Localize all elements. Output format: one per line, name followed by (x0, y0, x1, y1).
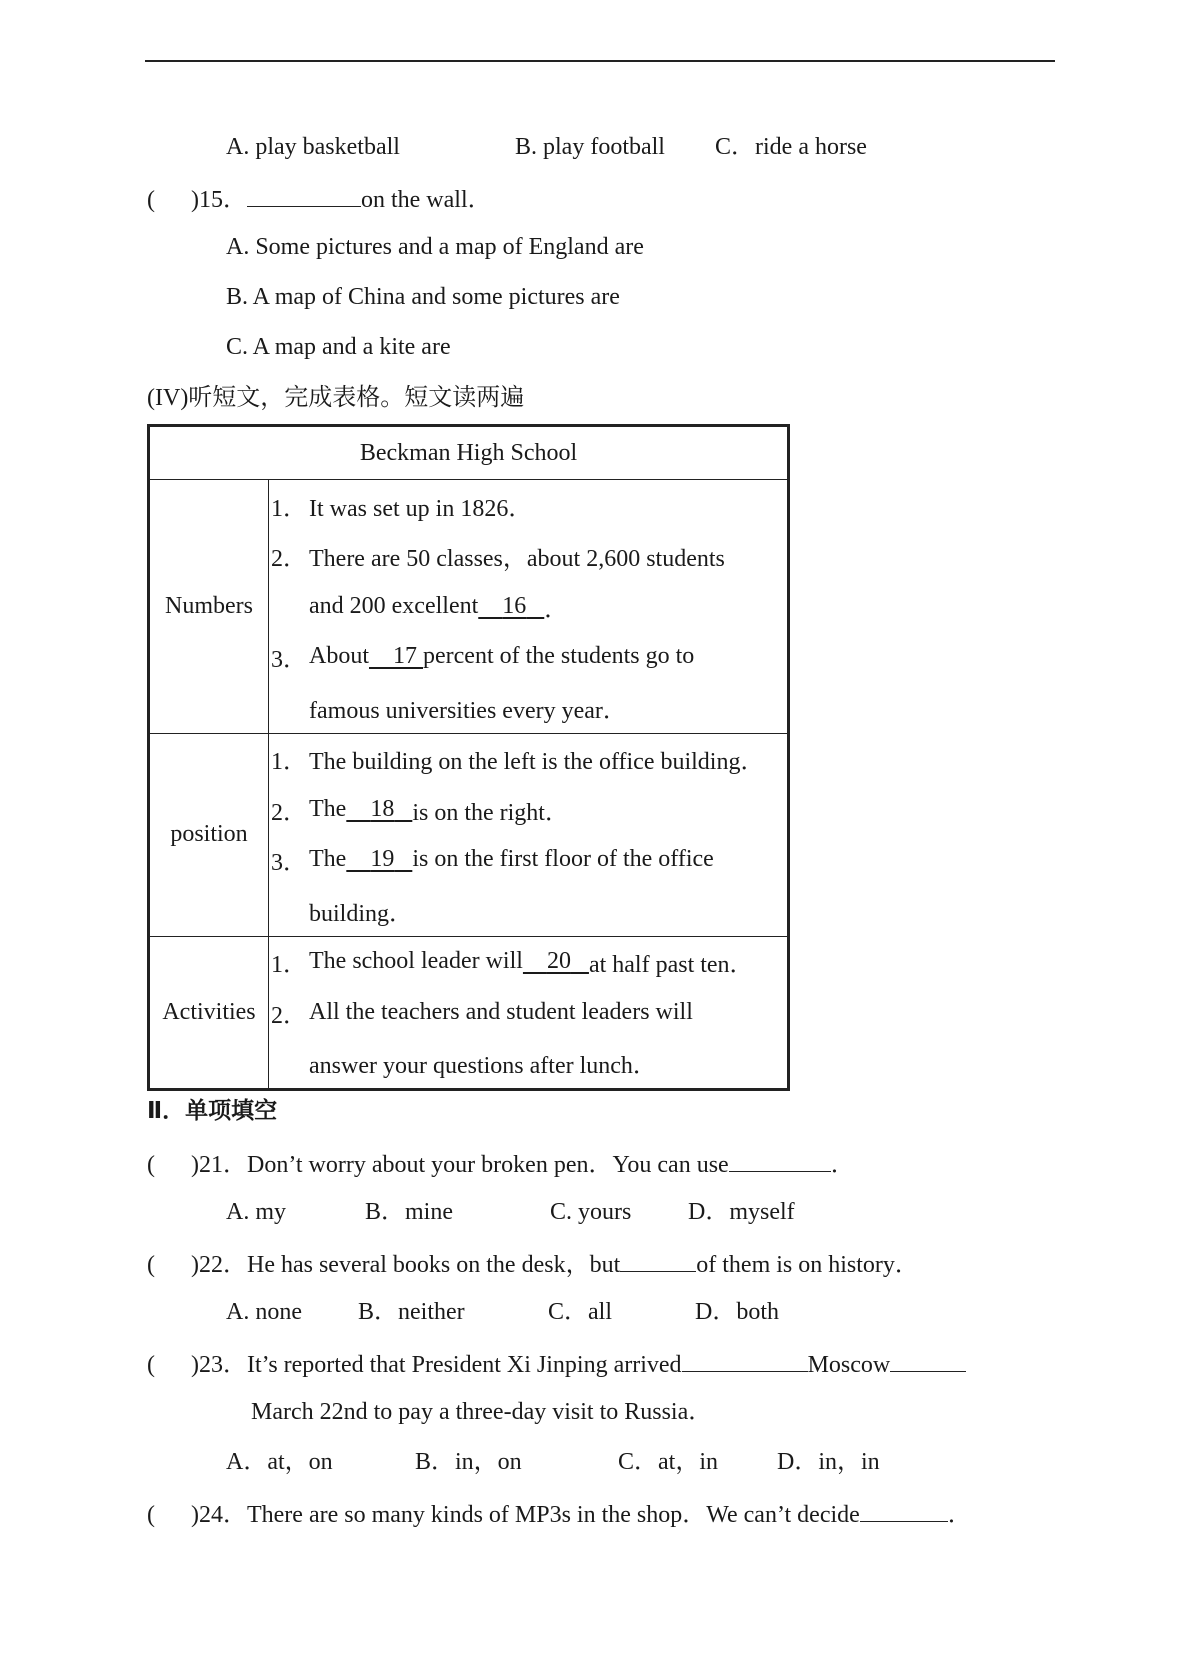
q23-option-d: D．in，in (777, 1449, 880, 1475)
row-label-numbers: Numbers (149, 480, 269, 734)
q22-option-b: B．neither (358, 1299, 465, 1325)
q15-option-b: B. A map of China and some pictures are (226, 284, 620, 310)
position-item-2: 2． The 18 is on the right． (271, 795, 569, 826)
position-item-1: 1． The building on the left is the office building． (271, 749, 765, 776)
q23-option-b: B．in，on (415, 1449, 522, 1475)
numbers-item-3-cont: famous universities every year． (309, 697, 627, 724)
q15-question (147, 182, 492, 215)
q22-option-d: D．both (695, 1299, 779, 1325)
q22-option-a: A. none (226, 1299, 302, 1325)
q15-stem: on the wall． (360, 187, 492, 213)
q15-option-c: C. A map and a kite are (226, 334, 451, 360)
q21-option-d: D．myself (688, 1199, 795, 1225)
q14-option-a: A. play basketball (226, 134, 400, 160)
activities-item-1: 1． The school leader will 20 at half past ten． (271, 948, 754, 979)
q15-option-a: A. Some pictures and a map of England are (226, 234, 644, 260)
q23-blank-1 (682, 1347, 808, 1372)
section-iv-title: (IV)听短文，完成表格。短文读两遍 (147, 385, 525, 411)
q21-option-a: A. my (226, 1199, 286, 1225)
q23-question: ( )23．It’s reported that President Xi Jinping arrived Moscow (147, 1347, 966, 1380)
q24-blank (860, 1497, 948, 1522)
q22-option-c: C．all (548, 1299, 612, 1325)
numbers-content (269, 480, 789, 734)
q14-option-b: B. play football (515, 134, 665, 160)
activities-content (269, 936, 789, 1090)
blank-20: 20 (546, 948, 571, 975)
q21-blank (729, 1147, 831, 1172)
numbers-item-1: 1． It was set up in 1826． (271, 495, 533, 522)
school-info-table (147, 424, 790, 1091)
activities-item-2: 2． All the teachers and student leaders will (271, 998, 693, 1029)
section-ii-title: Ⅱ．单项填空 (147, 1098, 278, 1124)
header-rule (145, 60, 1055, 62)
numbers-item-2: 2． There are 50 classes，about 2,600 students (271, 546, 725, 573)
activities-item-2-cont: answer your questions after lunch． (309, 1053, 657, 1080)
position-item-3: 3． The 19 is on the first floor of the office (271, 846, 714, 877)
q23-option-c: C．at，in (618, 1449, 718, 1475)
q21-option-b: B．mine (365, 1199, 453, 1225)
q24-question: ( )24．There are so many kinds of MP3s in the shop．We can’t decide ． (147, 1497, 972, 1530)
numbers-item-3: 3． About 17 percent of the students go to (271, 643, 695, 674)
row-label-position: position (149, 733, 269, 936)
blank-18: 18 (370, 795, 395, 822)
row-label-activities: Activities (149, 936, 269, 1090)
table-header: Beckman High School (149, 426, 789, 480)
blank-16: 16 (502, 592, 527, 619)
q14-option-c: C．ride a horse (715, 134, 867, 160)
blank-19: 19 (370, 846, 395, 873)
q21-question: ( )21．Don’t worry about your broken pen．You can use ． (147, 1147, 855, 1180)
q23-blank-2 (890, 1347, 966, 1372)
q15-blank (247, 182, 361, 207)
numbers-item-2-cont: and 200 excellent 16 ． (309, 592, 569, 623)
q22-blank (620, 1247, 696, 1272)
q15-prefix: ( )15． (147, 187, 247, 213)
q23-option-a: A．at，on (226, 1449, 333, 1475)
blank-17: 17 (393, 643, 417, 670)
q22-question: ( )22．He has several books on the desk，but of them is on history． (147, 1247, 919, 1280)
position-item-3-cont: building． (309, 900, 414, 927)
q23-question-cont: March 22nd to pay a three-day visit to Russia． (251, 1399, 713, 1425)
position-content (269, 733, 789, 936)
q21-option-c: C. yours (550, 1199, 632, 1225)
